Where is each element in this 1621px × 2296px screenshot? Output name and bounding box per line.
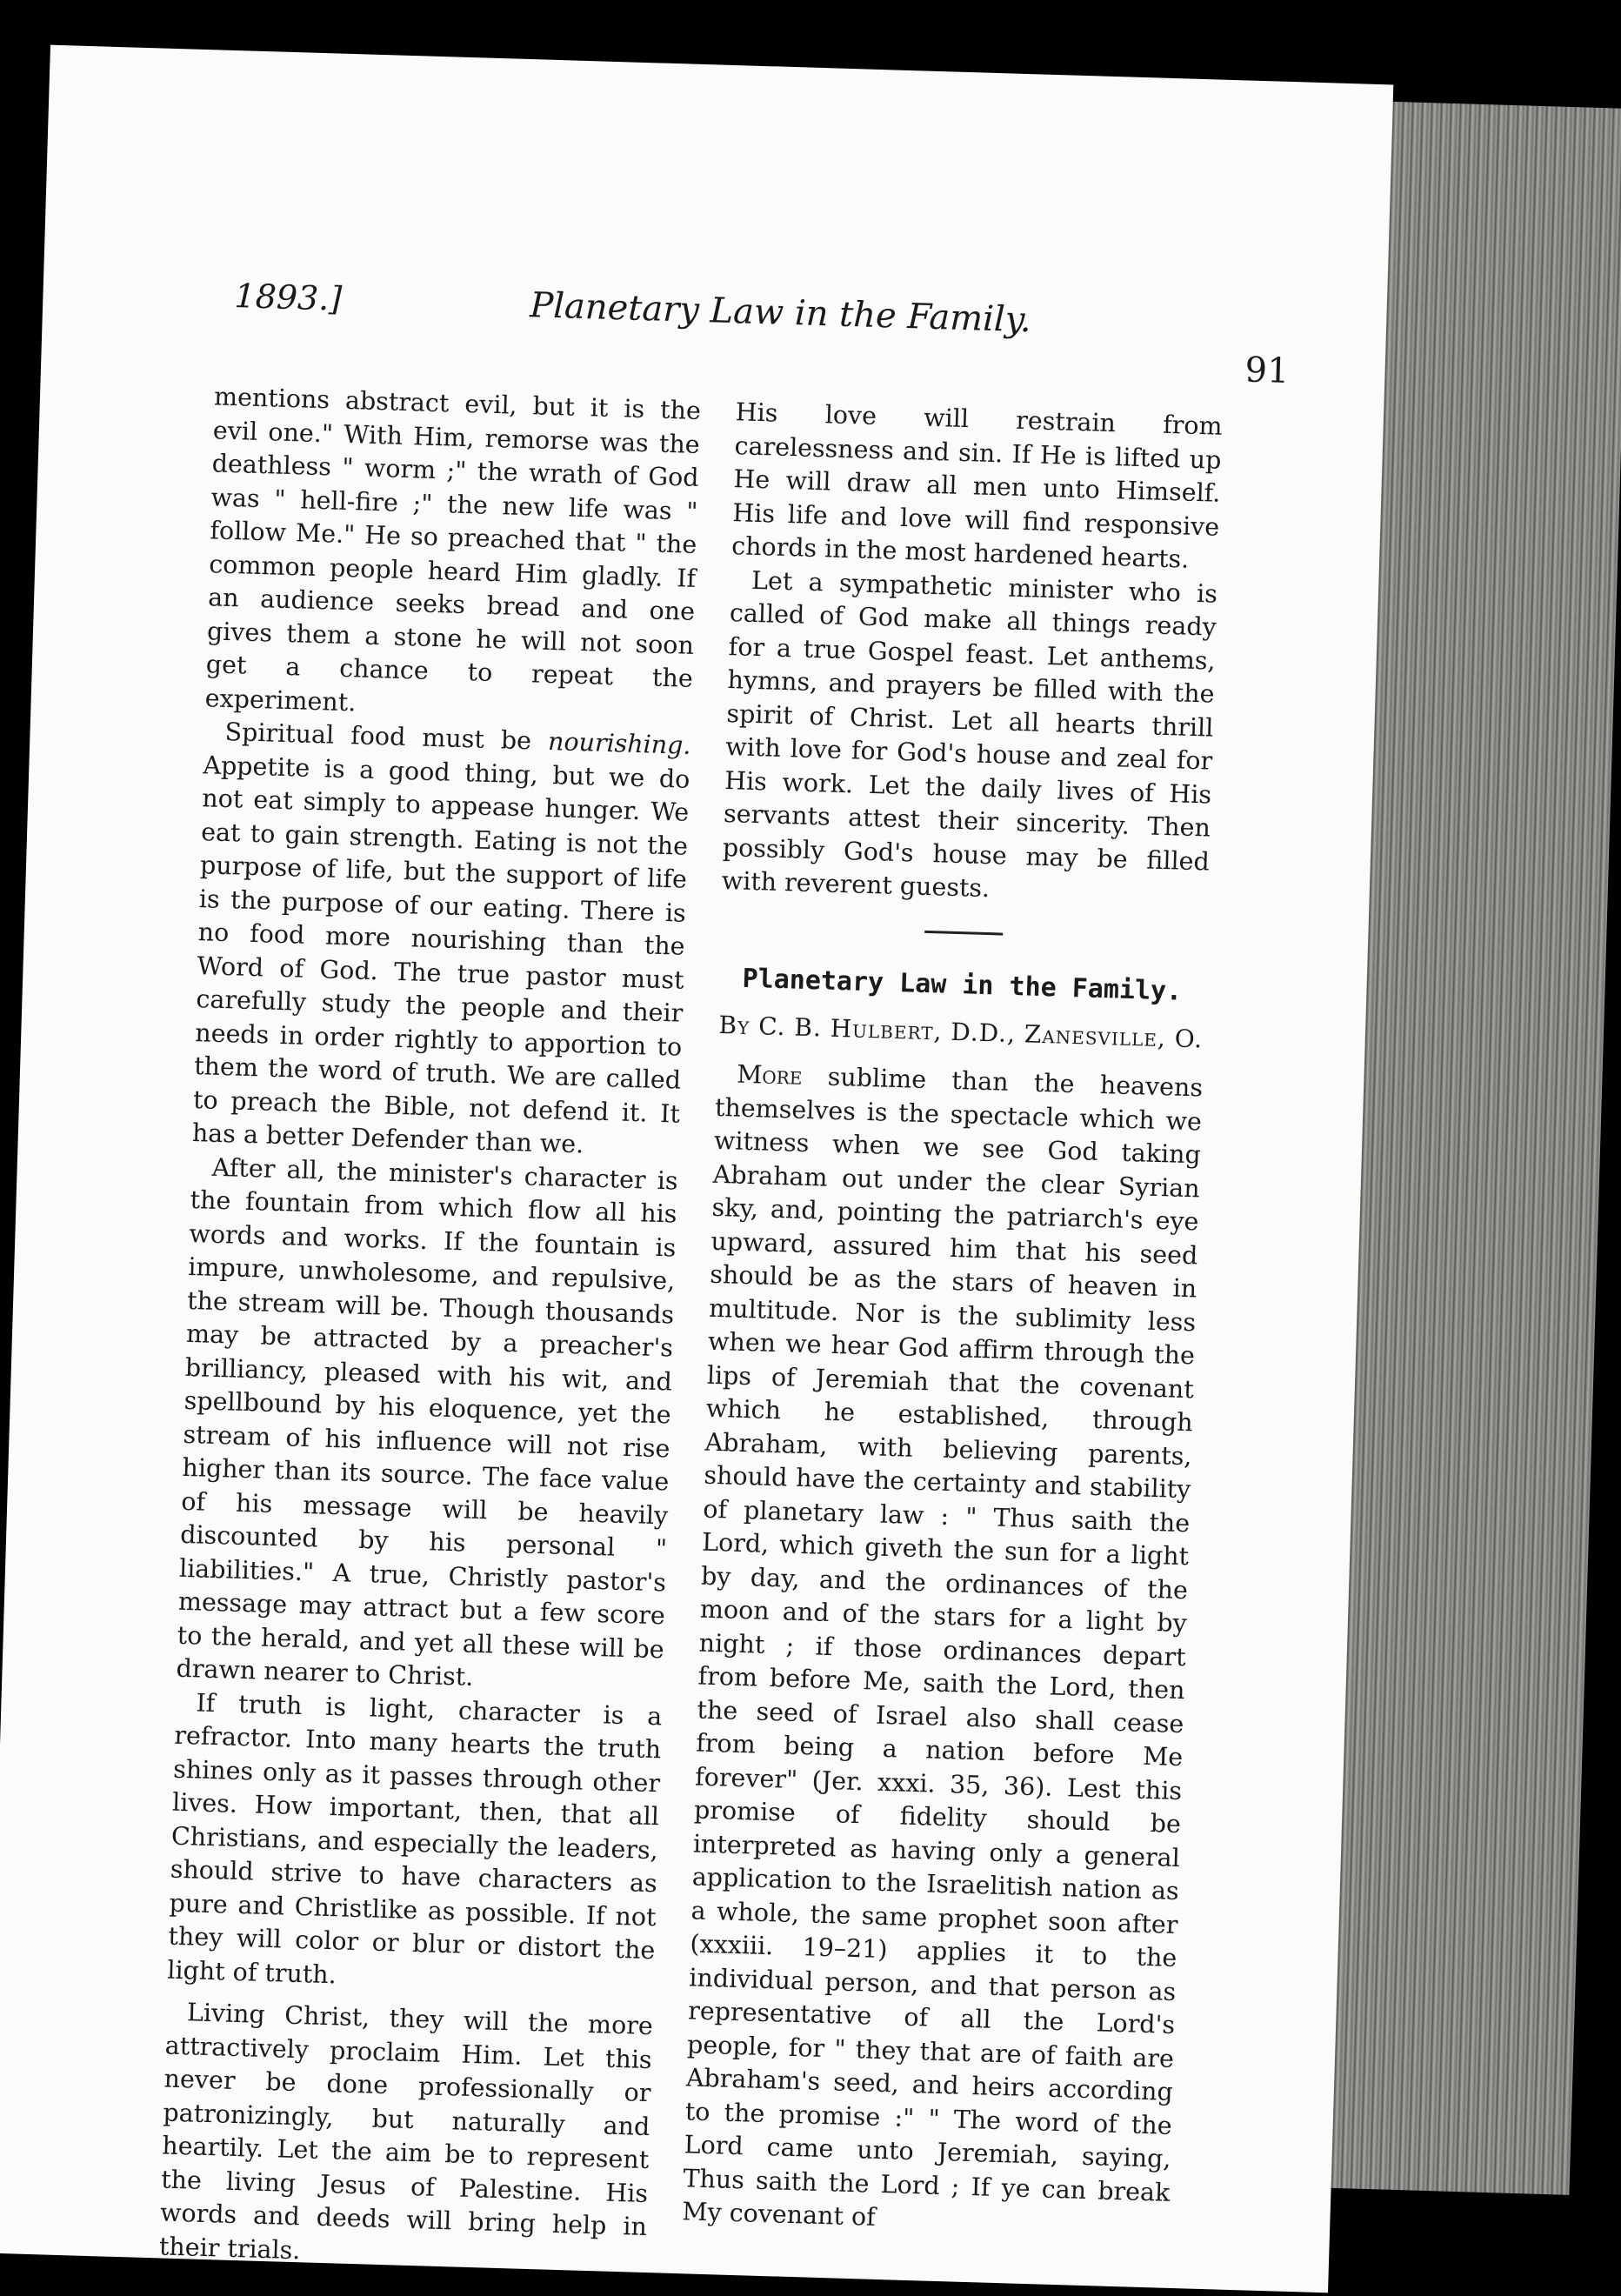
right-paragraph-2: Let a sympathetic minister who is called of God make all things ready for a true Gospel feast. Let anthems, hymns, and prayers be filled with the spirit of Christ. Let all hearts thrill with love for God's house and zeal for His work. Let the daily lives of His servants attest their sincerity. Then possibly God's house may be filled with reverent guests.	[721, 565, 1218, 904]
running-head	[216, 250, 1317, 392]
left-paragraph-4: If truth is light, character is a refractor. Into many hearts the truth shines only as it passes through other lives. How important, then, that all Christians, and especially the leaders, should strive to have characters as pure and Christlike as possible. If not they will color or blur or distort the light of truth.	[166, 1687, 663, 1989]
left-paragraph-3: After all, the minister's character is the fountain from which flow all his words and works. If the fountain is impure, unwholesome, and repulsive, the stream will be. Though thousands may be attracted by a preacher's brilliancy, pleased with his wit, and spellbound by his eloquence, yet the stream of his influence will not rise higher than its source. The face value of his message will be heavily discounted by his personal " liabilities." A true, Christly pastor's message may attract but a few score to the herald, and yet all these will be drawn nearer to Christ.	[176, 1152, 679, 1692]
right-paragraph-3-body: sublime than the heavens themselves is the spectacle which we witness when we see God taking Abraham out under the clear Syrian sky, and, pointing the patriarch's eye upward, assured him that his seed should be as the stars of heaven in multitude. Nor is the sublimity less when we hear God affirm through the lips of Jeremiah that the covenant which he established, through Abraham, with believing parents, should have the certainty and stability of planetary law : " Thus saith the Lord, which giveth the sun for a light by day, and the ordinances of the moon and of the stars for a light by night ; if those ordinances depart from before Me, saith the Lord, then the seed of Israel also shall cease from being a nation before Me forever" (Jer. xxxi. 35, 36). Lest this promise of fidelity should be interpreted as having only a general application to the Israelitish nation as a whole, the same prophet soon after (xxxiii. 19–21) applies it to the individual person, and that person as representative of all the Lord's people, for " they that are of faith are Abraham's seed, and heirs according to the promise :" " The word of the Lord came unto Jeremiah, saying, Thus saith the Lord ; If ye can break My covenant of	[681, 1061, 1204, 2232]
section-divider	[924, 930, 1003, 935]
right-paragraph-1: His love will restrain from carelessness and sin. If He is lifted up He will draw all men unto Himself. His life and love will find responsive chords in the most hardened hearts.	[730, 397, 1224, 574]
left-paragraph-2	[191, 715, 691, 1165]
left-paragraph-2-start: Spiritual food must be	[224, 717, 549, 756]
right-column	[682, 396, 1223, 2243]
left-paragraph-5: Living Christ, they will the more attractively proclaim Him. Let this never be done professionally or patronizingly, but naturally and heartily. Let the aim be to represent the living Jesus of Palestine. His words and deeds will bring help in their trials.	[158, 1998, 654, 2265]
left-paragraph-1: mentions abstract evil, but it is the evil one." With Him, remorse was the deathless " worm ;" the wrath of God was " hell-fire ;" the new life was " follow Me." He so preached that " the common people heard Him gladly. If an audience seeks bread and one gives them a stone he will not soon get a chance to repeat the experiment.	[204, 382, 702, 717]
left-paragraph-2-emphasis: nourishing.	[547, 726, 691, 760]
book-page	[0, 45, 1393, 2293]
right-paragraph-3	[682, 1058, 1204, 2244]
article-byline: By C. B. Hulbert, D.D., Zanesville, O.	[718, 1010, 1204, 1054]
running-head-year: 1893.]	[233, 277, 343, 318]
left-column	[158, 380, 701, 2278]
article-title: Planetary Law in the Family.	[742, 963, 1183, 1007]
left-paragraph-2-rest: Appetite is a good thing, but we do not eat simply to appease hunger. We eat to gain strength. Eating is not the purpose of life, but the support of life is the purpose of our eating. There is no food more nourishing than the Word of God. The true pastor must carefully study the people and their needs in order rightly to apportion to them the word of truth. We are called to preach the Bible, not defend it. It has a better Defender than we.	[191, 750, 690, 1159]
page-number: 91	[1244, 350, 1291, 392]
right-paragraph-3-lead: More	[736, 1059, 803, 1091]
running-head-title: Planetary Law in the Family.	[529, 285, 1032, 341]
